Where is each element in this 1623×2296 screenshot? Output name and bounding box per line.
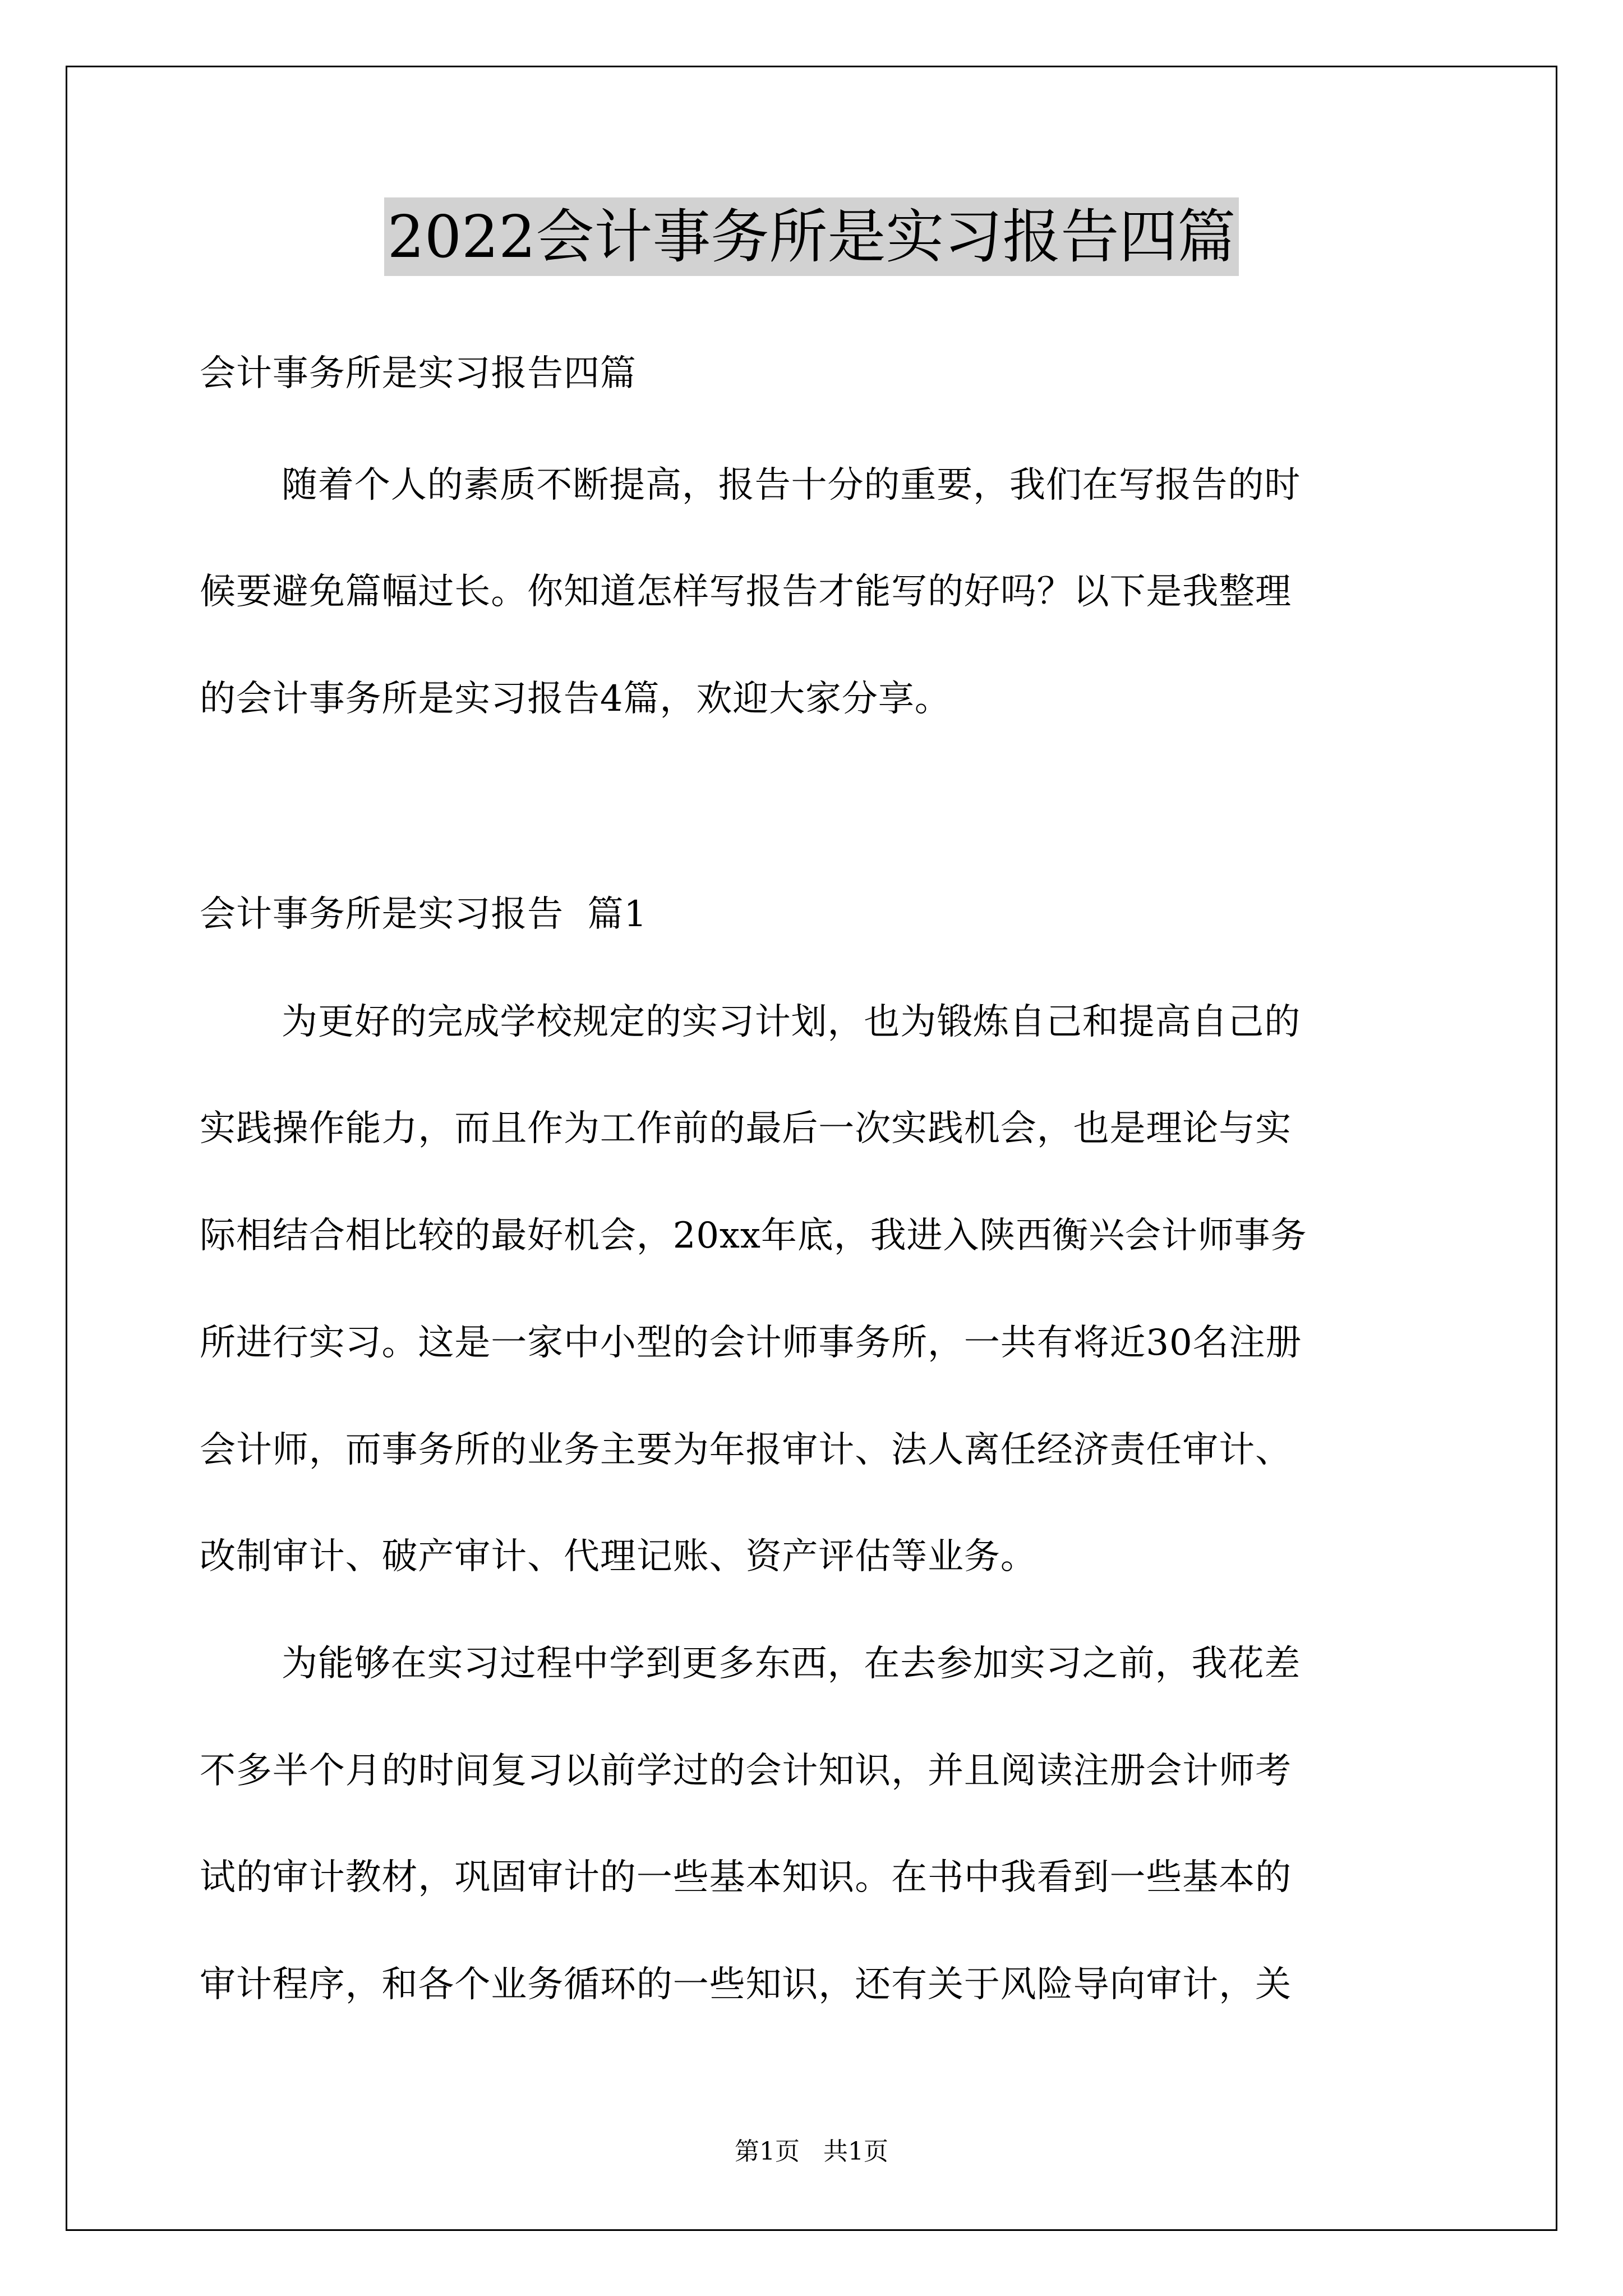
page-footer: 第1页 共1页: [735, 2137, 888, 2166]
paragraph2-line-1: 为能够在实习过程中学到更多东西，在去参加实习之前，我花差: [282, 1643, 1301, 1685]
paragraph2-line-3: 试的审计教材，巩固审计的一些基本知识。在书中我看到一些基本的: [200, 1857, 1292, 1898]
paragraph1-line-6: 改制审计、破产审计、代理记账、资产评估等业务。: [200, 1536, 1037, 1577]
document-subtitle: 会计事务所是实习报告四篇: [200, 353, 637, 394]
paragraph1-line-1: 为更好的完成学校规定的实习计划，也为锻炼自己和提高自己的: [282, 1001, 1301, 1043]
intro-line-3: 的会计事务所是实习报告4篇，欢迎大家分享。: [200, 678, 951, 720]
document-title-text: 2022会计事务所是实习报告四篇: [384, 197, 1239, 276]
paragraph1-line-5: 会计师，而事务所的业务主要为年报审计、法人离任经济责任审计、: [200, 1429, 1292, 1471]
paragraph1-line-3: 际相结合相比较的最好机会，20xx年底，我进入陕西衡兴会计师事务: [200, 1215, 1307, 1257]
document-title: [0, 197, 1623, 276]
section-heading: 会计事务所是实习报告 篇1: [200, 894, 648, 935]
paragraph1-line-4: 所进行实习。这是一家中小型的会计师事务所，一共有将近30名注册: [200, 1322, 1302, 1364]
intro-line-1: 随着个人的素质不断提高，报告十分的重要，我们在写报告的时: [282, 464, 1301, 506]
paragraph1-line-2: 实践操作能力，而且作为工作前的最后一次实践机会，也是理论与实: [200, 1108, 1292, 1149]
paragraph2-line-4: 审计程序，和各个业务循环的一些知识，还有关于风险导向审计，关: [200, 1964, 1292, 2005]
paragraph2-line-2: 不多半个月的时间复习以前学过的会计知识，并且阅读注册会计师考: [200, 1750, 1292, 1792]
intro-line-2: 候要避免篇幅过长。你知道怎样写报告才能写的好吗？以下是我整理: [200, 571, 1292, 613]
